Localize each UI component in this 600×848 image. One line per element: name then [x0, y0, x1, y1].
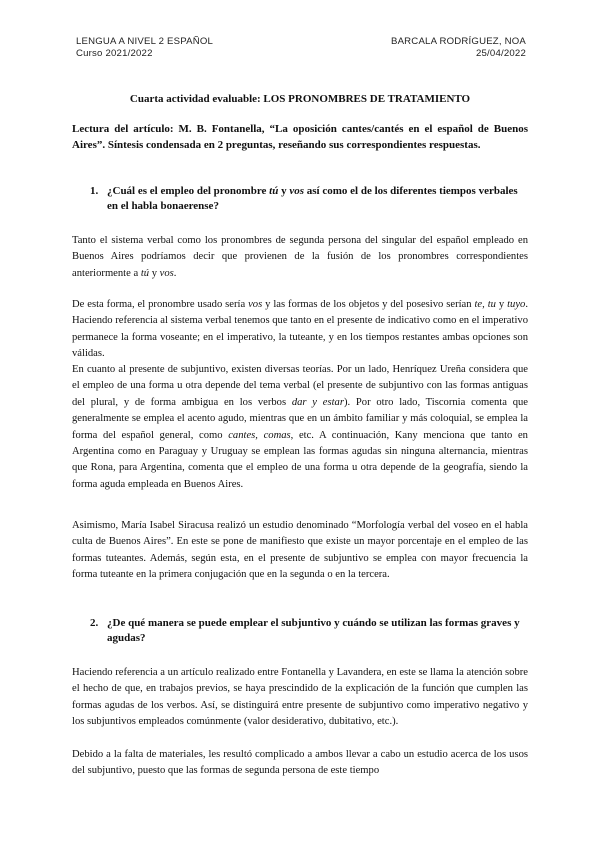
question-number: 1. [90, 185, 99, 197]
header-left [76, 36, 213, 60]
course-name: LENGUA A NIVEL 2 ESPAÑOL [76, 36, 214, 47]
course-year: Curso 2021/2022 [76, 48, 153, 59]
answer-1-paragraph-4: Asimismo, María Isabel Siracusa realizó un estudio denominado “Morfología verbal del voseo en el habla culta de Buenos Aires”. En este se pone de manifiesto que existe un mayor porcentaje en el empleo de las formas tuteantes. Además, según esta, en el presente de subjuntivo se emplea con mayor frecuencia la forma tuteante en la primera conjugación que en la segunda o en la tercera. [72, 520, 528, 581]
document-date: 25/04/2022 [475, 48, 526, 59]
question-2 [72, 616, 528, 646]
answer-1-paragraph-1: Tanto el sistema verbal como los pronombres de segunda persona del singular del español empleado en Buenos Aires podríamos decir que provienen de la fusión de los pronombres correspondientes anteriormente a tú y vos. [72, 235, 528, 279]
question-text: ¿De qué manera se puede emplear el subjuntivo y cuándo se utilizan las formas graves y agudas? [107, 617, 520, 644]
header-right [391, 36, 526, 60]
page-title: Cuarta actividad evaluable: LOS PRONOMBRES DE TRATAMIENTO [129, 93, 471, 105]
answer-1-paragraph-2: De esta forma, el pronombre usado sería vos y las formas de los objetos y del posesivo serían te, tu y tuyo. Haciendo referencia al sistema verbal tenemos que tanto en el presente de indicativo como en el imperativo permanece la forma voseante; en el imperativo, la tuteante, y en los tiempos restantes ambas opciones son válidas. [72, 299, 528, 360]
intro-paragraph: Lectura del artículo: M. B. Fontanella, “La oposición cantes/cantés en el español de Buenos Aires”. Síntesis condensada en 2 preguntas, reseñando sus correspondientes respuestas. [72, 123, 528, 151]
answer-1-paragraph-3: En cuanto al presente de subjuntivo, existen diversas teorías. Por un lado, Henríquez Ureña considera que el empleo de una forma u otra depende del tema verbal (el presente de subjuntivo con las formas antiguas del plural, y de forma ambigua en los verbos dar y estar). Por otro lado, Tiscornia comenta que generalmente se emplea el acento agudo, mientras que en un ámbito familiar y más coloquial, se emplea la forma del español general, como cantes, comas, etc. A continuación, Kany menciona que tanto en Argentina como en Paraguay y Uruguay se emplean las formas agudas sin ninguna alternancia, mientras que Rona, para Argentina, comenta que el empleo de una forma u otra depende de la geografía, siendo la forma aguda empleada en Buenos Aires. [72, 364, 529, 490]
author-name: BARCALA RODRÍGUEZ, NOA [390, 36, 526, 47]
answer-2-paragraph-2: Debido a la falta de materiales, les resultó complicado a ambos llevar a cabo un estudio acerca de los usos del subjuntivo, puesto que las formas de segunda persona de este tiempo [72, 749, 528, 777]
question-1 [72, 184, 528, 214]
question-text: ¿Cuál es el empleo del pronombre tú y vos así como el de los diferentes tiempos verbales en el habla bonaerense? [107, 185, 518, 212]
question-number: 2. [90, 617, 99, 629]
answer-2-paragraph-1: Haciendo referencia a un artículo realizado entre Fontanella y Lavandera, en este se llama la atención sobre el hecho de que, en trabajos previos, se haya prescindido de la explicación de la función que cumplen las formas agudas de los verbos. Así, se distinguirá entre presente de subjuntivo como imperativo negativo y los subjuntivos empleados comúnmente (valor desiderativo, dubitativo, etc.). [72, 667, 528, 728]
